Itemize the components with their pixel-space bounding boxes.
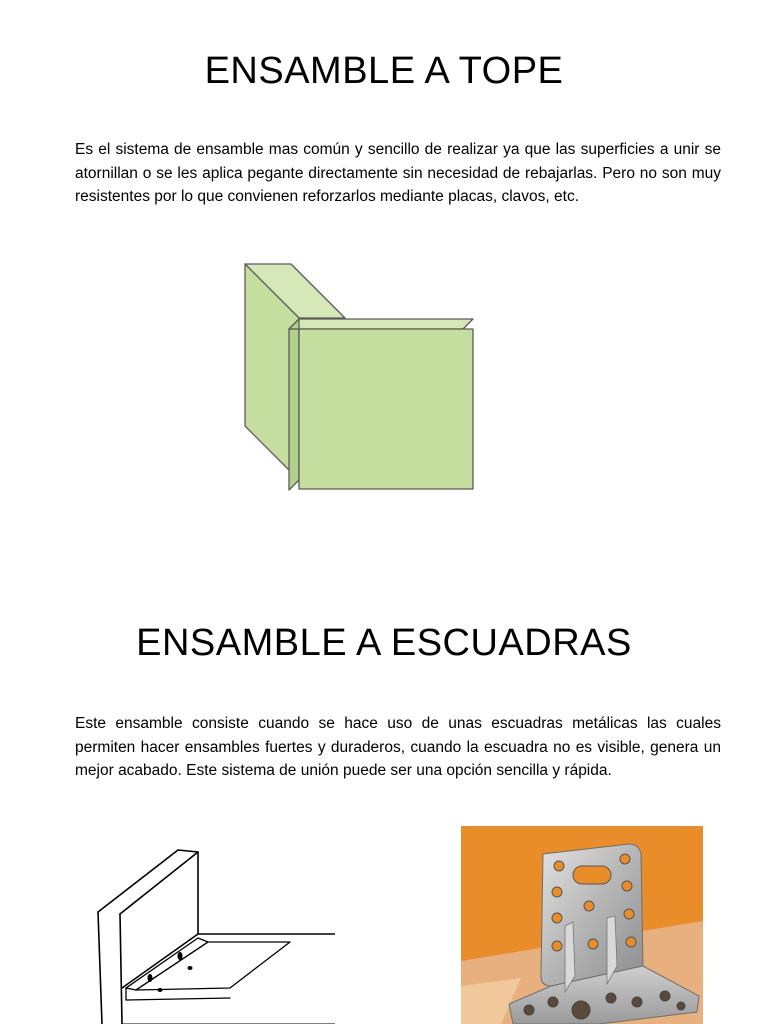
bracket-hole-large	[572, 1001, 590, 1019]
bracket-hole	[552, 887, 562, 897]
bracket-hole	[552, 941, 562, 951]
bracket-hole	[677, 1002, 685, 1010]
bracket-hole	[624, 909, 634, 919]
vertical-board-inner-edge	[120, 914, 122, 1024]
section-text-butt-joint: Es el sistema de ensamble mas común y sencillo de realizar ya que las superficies a unir se atornillan o se les aplica pegante directamente sin necesidad de rebajarlas. Pero no son muy resistentes por lo que convienen reforzarlos mediante placas, clavos, etc.	[75, 141, 721, 205]
bracket-hole	[524, 1005, 534, 1015]
bracket-hole	[622, 881, 632, 891]
bracket-hole	[552, 913, 562, 923]
screw-hole	[148, 974, 153, 982]
section-title-butt-joint: ENSAMBLE A TOPE	[204, 50, 564, 92]
bracket-hole	[626, 937, 636, 947]
front-board-side	[289, 319, 299, 490]
section-title-bracket-joint: ENSAMBLE A ESCUADRAS	[136, 622, 632, 664]
metal-bracket-photo	[461, 826, 703, 1024]
screw-hole	[158, 988, 163, 992]
bracket-hole	[588, 939, 598, 949]
bracket-bottom-edge	[126, 998, 230, 1000]
front-board-top	[289, 319, 473, 329]
bracket-hole	[584, 901, 594, 911]
bracket-slot	[573, 866, 611, 884]
screw-hole	[178, 952, 183, 960]
bracket-hole	[548, 997, 558, 1007]
bracket-joint-sketch	[80, 838, 335, 1024]
bracket-hole	[660, 991, 670, 1001]
front-board-front	[299, 329, 473, 489]
section-text-bracket-joint: Este ensamble consiste cuando se hace uso de unas escuadras metálicas las cuales permiten hacer ensambles fuertes y duraderos, cuando la escuadra no es visible, genera un mejor acabado. Este sistema de unión puede ser una opción sencilla y rápida.	[75, 715, 721, 779]
bracket-hole	[632, 997, 642, 1007]
bracket-hole	[606, 993, 616, 1003]
screw-hole	[188, 966, 193, 970]
bracket-hole	[554, 861, 564, 871]
bracket-vertical-flange	[126, 938, 208, 990]
vertical-board-left-edge	[98, 912, 102, 1024]
vertical-board-top-edge	[98, 850, 198, 914]
butt-joint-illustration	[235, 245, 475, 495]
bracket-horizontal-flange	[136, 942, 290, 990]
bracket-hole	[620, 854, 630, 864]
